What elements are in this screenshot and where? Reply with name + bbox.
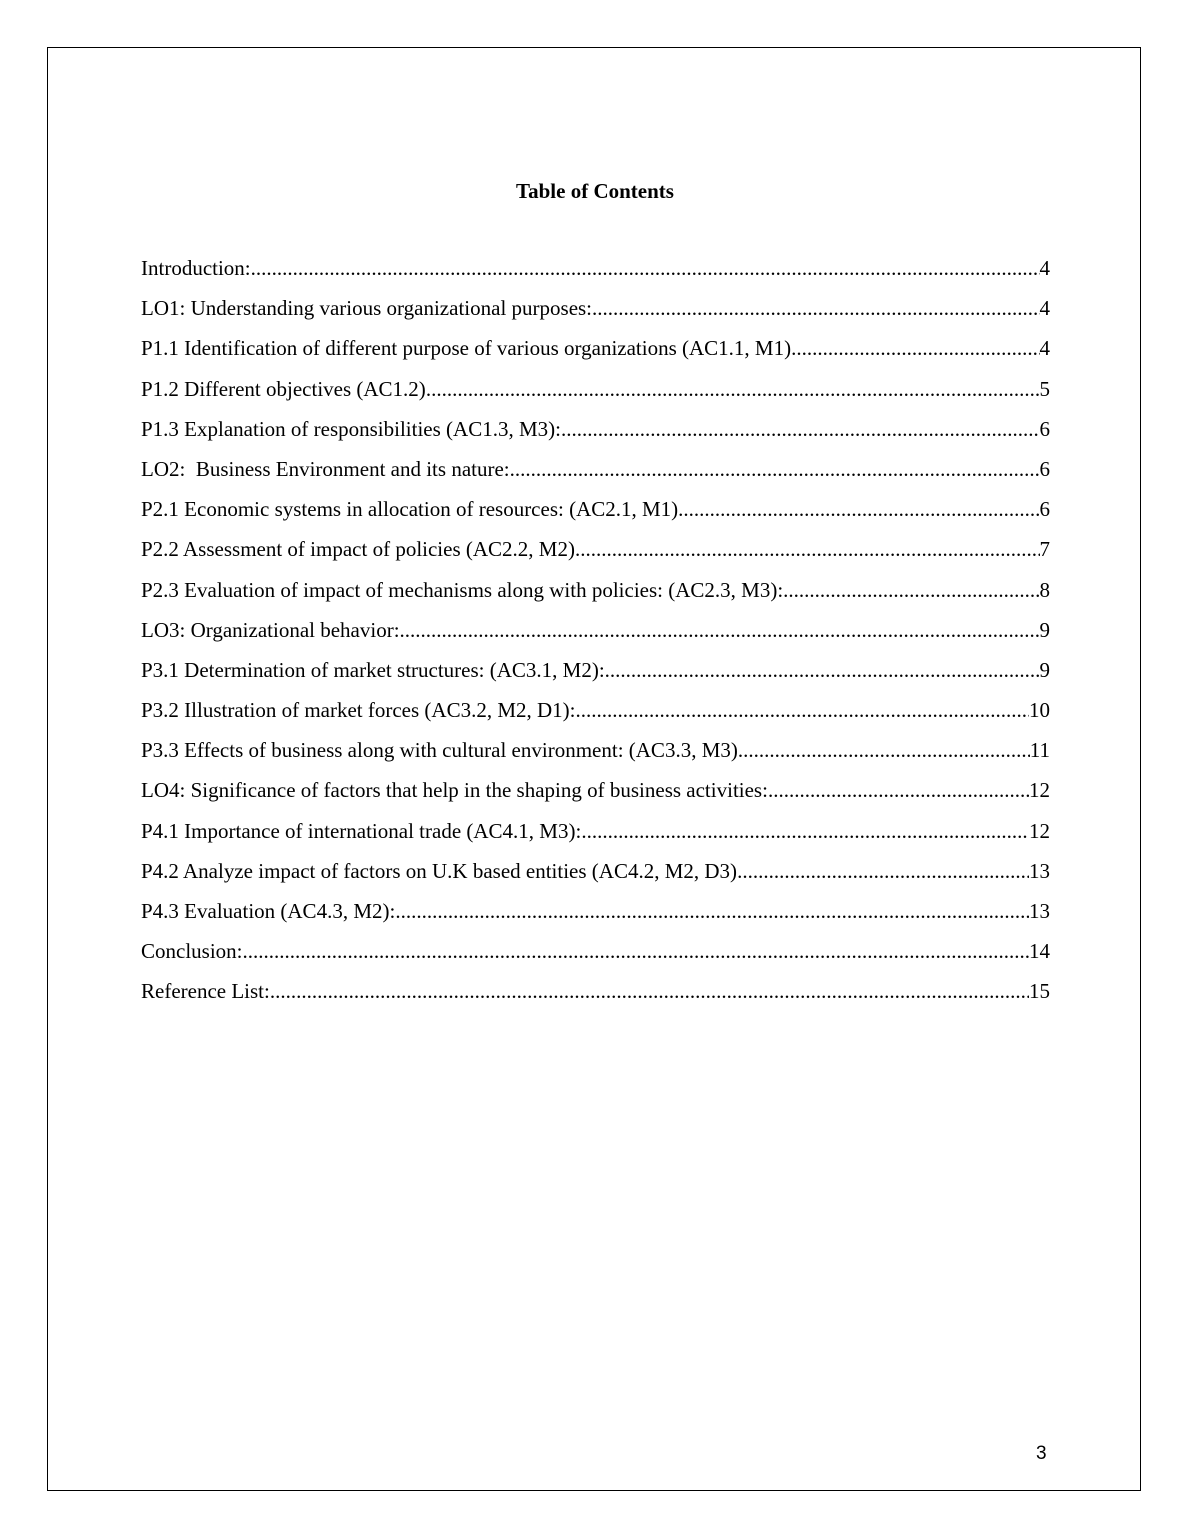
toc-entry-page: 5	[1039, 376, 1050, 401]
toc-entry-page: 9	[1039, 657, 1050, 682]
toc-entry-label: Conclusion:	[141, 939, 243, 964]
toc-leader-dots	[561, 415, 1040, 443]
toc-leader-dots	[270, 977, 1029, 1005]
toc-entry-label: P1.3 Explanation of responsibilities (AC1.3, M3):	[141, 416, 561, 441]
toc-entry[interactable]	[141, 696, 1050, 736]
toc-entry-page: 6	[1039, 416, 1050, 441]
toc-entry-label: LO2: Business Environment and its nature:	[141, 456, 510, 481]
toc-entry-label: LO1: Understanding various organizational purposes:	[141, 296, 593, 321]
toc-entry-page: 6	[1039, 497, 1050, 522]
toc-entry[interactable]	[141, 616, 1050, 656]
toc-entry[interactable]	[141, 937, 1050, 977]
toc-entry-label: P3.2 Illustration of market forces (AC3.2, M2, D1):	[141, 698, 576, 723]
toc-entry-page: 14	[1029, 939, 1050, 964]
toc-entry[interactable]	[141, 897, 1050, 937]
toc-entry-label: Introduction:	[141, 256, 251, 280]
toc-entry-page: 4	[1039, 256, 1050, 280]
toc-entry-page: 8	[1039, 577, 1050, 602]
toc-entry-label: P2.2 Assessment of impact of policies (AC2.2, M2)	[141, 537, 575, 562]
toc-entry-page: 6	[1039, 456, 1050, 481]
toc-entry-page: 7	[1039, 537, 1050, 562]
toc-leader-dots	[592, 294, 1039, 322]
toc-entry[interactable]	[141, 817, 1050, 857]
toc-entry[interactable]	[141, 535, 1050, 575]
toc-entry-label: P4.2 Analyze impact of factors on U.K based entities (AC4.2, M2, D3)	[141, 858, 738, 883]
toc-leader-dots	[678, 495, 1039, 523]
toc-entry-label: P1.1 Identification of different purpose of various organizations (AC1.1, M1)	[141, 336, 792, 361]
toc-entry[interactable]	[141, 294, 1050, 334]
toc-entry[interactable]	[141, 254, 1050, 294]
toc-leader-dots	[581, 817, 1029, 845]
toc-entry-label: P2.1 Economic systems in allocation of resources: (AC2.1, M1)	[141, 497, 679, 522]
toc-entry[interactable]	[141, 375, 1050, 415]
toc-leader-dots	[737, 857, 1029, 885]
toc-entry[interactable]	[141, 576, 1050, 616]
toc-entry[interactable]	[141, 736, 1050, 776]
toc-leader-dots	[251, 254, 1040, 282]
toc-entry[interactable]	[141, 857, 1050, 897]
toc-entry[interactable]	[141, 455, 1050, 495]
toc-entry-label: P4.3 Evaluation (AC4.3, M2):	[141, 899, 396, 923]
toc-leader-dots	[768, 776, 1029, 804]
toc-entry-label: P3.3 Effects of business along with cultural environment: (AC3.3, M3)	[141, 738, 738, 763]
page-number: 3	[1036, 1443, 1047, 1464]
toc-entry-label: LO3: Organizational behavior:	[141, 617, 400, 642]
toc-entry-page: 12	[1029, 778, 1050, 803]
toc-entry-page: 11	[1029, 738, 1050, 763]
toc-entry[interactable]	[141, 415, 1050, 455]
toc-leader-dots	[510, 455, 1040, 483]
toc-entry-page: 13	[1029, 858, 1050, 883]
toc-entry-page: 15	[1029, 979, 1050, 1004]
toc-entry-page: 4	[1039, 296, 1050, 321]
toc-entry-page: 9	[1039, 617, 1050, 642]
toc-entry-page: 12	[1029, 818, 1050, 843]
toc-entry[interactable]	[141, 776, 1050, 816]
toc-leader-dots	[791, 334, 1039, 362]
toc-leader-dots	[426, 375, 1040, 403]
toc-entry-page: 10	[1029, 698, 1050, 723]
toc-entry-label: LO4: Significance of factors that help in the shaping of business activities:	[141, 778, 768, 803]
toc-title: Table of Contents	[516, 179, 674, 203]
toc-entry-label: Reference List:	[141, 979, 270, 1004]
toc-entry-page: 4	[1039, 336, 1050, 361]
toc-leader-dots	[738, 736, 1030, 764]
toc-entry[interactable]	[141, 334, 1050, 374]
toc-entry-label: P4.1 Importance of international trade (AC4.1, M3):	[141, 818, 582, 843]
toc-entry-label: P3.1 Determination of market structures: (AC3.1, M2):	[141, 657, 605, 682]
toc-entry[interactable]	[141, 977, 1050, 1017]
toc-list	[141, 254, 1050, 1018]
toc-entry[interactable]	[141, 495, 1050, 535]
toc-leader-dots	[576, 696, 1029, 724]
toc-entry[interactable]	[141, 656, 1050, 696]
toc-entry-page: 13	[1029, 899, 1050, 923]
toc-leader-dots	[243, 937, 1029, 965]
toc-entry-label: P1.2 Different objectives (AC1.2)	[141, 376, 426, 401]
toc-leader-dots	[605, 656, 1040, 684]
toc-leader-dots	[400, 616, 1040, 644]
toc-leader-dots	[575, 535, 1040, 563]
toc-leader-dots	[783, 576, 1039, 604]
toc-entry-label: P2.3 Evaluation of impact of mechanisms along with policies: (AC2.3, M3):	[141, 577, 784, 602]
toc-leader-dots	[395, 897, 1029, 925]
